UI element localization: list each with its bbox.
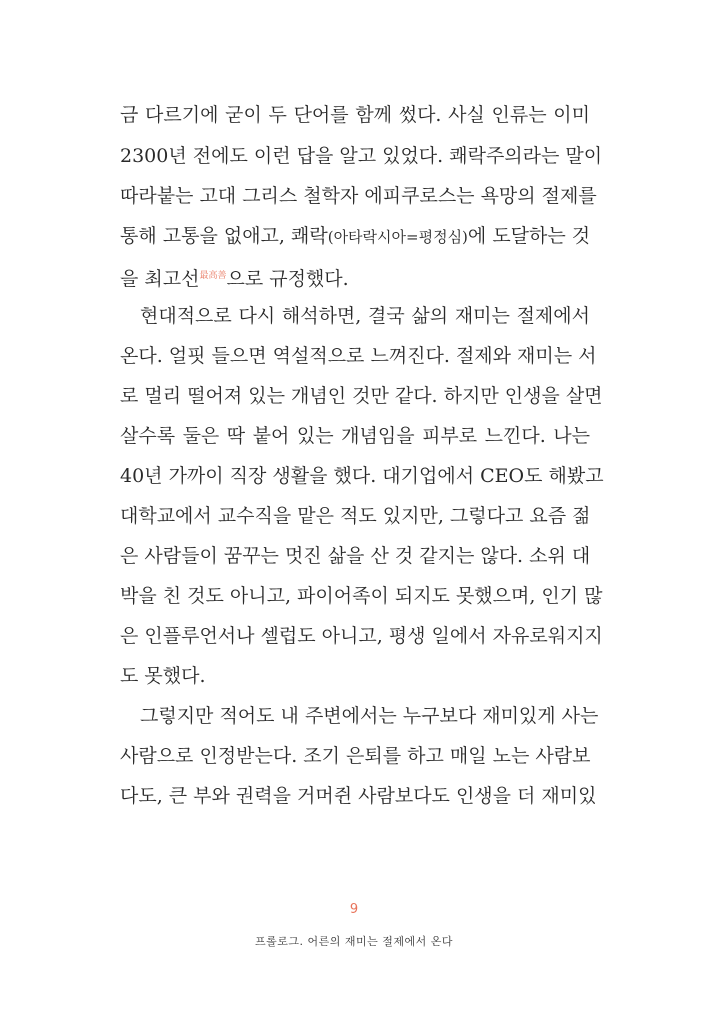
page-number: 9 xyxy=(349,902,359,917)
running-footer-title: 프롤로그. 어른의 재미는 절제에서 온다 xyxy=(255,935,453,948)
body-line-11: 대학교에서 교수직을 맡은 적도 있지만, 그렇다고 요즘 젊 xyxy=(120,505,591,527)
ataraxia-parenthetical: (아타락시아=평정심) xyxy=(327,228,468,246)
body-line-2: 2300년 전에도 이런 답을 알고 있었다. 쾌락주의라는 말이 xyxy=(120,145,603,167)
body-line-10: 40년 가까이 직장 생활을 했다. 대기업에서 CEO도 해봤고 xyxy=(120,465,604,487)
body-line-6: 현대적으로 다시 해석하면, 결국 삶의 재미는 절제에서 xyxy=(140,305,590,327)
body-line-14: 은 인플루언서나 셀럽도 아니고, 평생 일에서 자유로워지지 xyxy=(120,625,603,647)
body-line-16: 그렇지만 적어도 내 주변에서는 누구보다 재미있게 사는 xyxy=(140,705,599,727)
body-line-3: 따라붙는 고대 그리스 철학자 에피쿠로스는 욕망의 절제를 xyxy=(120,185,597,207)
body-line-4-start: 통해 고통을 없애고, xyxy=(120,225,285,247)
body-line-13: 박을 친 것도 아니고, 파이어족이 되지도 못했으며, 인기 많 xyxy=(120,585,603,607)
body-line-18: 다도, 큰 부와 권력을 거머쥔 사람보다도 인생을 더 재미있 xyxy=(120,785,597,807)
body-line-5-end: 으로 규정했다. xyxy=(226,268,349,290)
body-line-4-end: 에 도달하는 것 xyxy=(467,225,591,247)
body-line-9: 살수록 둘은 딱 붙어 있는 개념임을 피부로 느낀다. 나는 xyxy=(120,425,590,447)
body-line-5 xyxy=(120,264,590,291)
body-line-4 xyxy=(120,224,590,249)
pleasure-term: 쾌락 xyxy=(291,225,328,247)
body-line-5-start: 을 최고선 xyxy=(120,268,200,290)
body-line-12: 은 사람들이 꿈꾸는 멋진 삶을 산 것 같지는 않다. 소위 대 xyxy=(120,545,591,567)
hanja-annotation: 最高善 xyxy=(199,271,227,281)
body-line-8: 로 멀리 떨어져 있는 개념인 것만 같다. 하지만 인생을 살면 xyxy=(120,385,603,407)
body-line-1: 금 다르기에 굳이 두 단어를 함께 썼다. 사실 인류는 이미 xyxy=(120,104,590,126)
body-line-7: 온다. 얼핏 들으면 역설적으로 느껴진다. 절제와 재미는 서 xyxy=(120,345,597,367)
body-line-17: 사람으로 인정받는다. 조기 은퇴를 하고 매일 노는 사람보 xyxy=(120,745,591,767)
body-line-15: 도 못했다. xyxy=(120,665,206,687)
